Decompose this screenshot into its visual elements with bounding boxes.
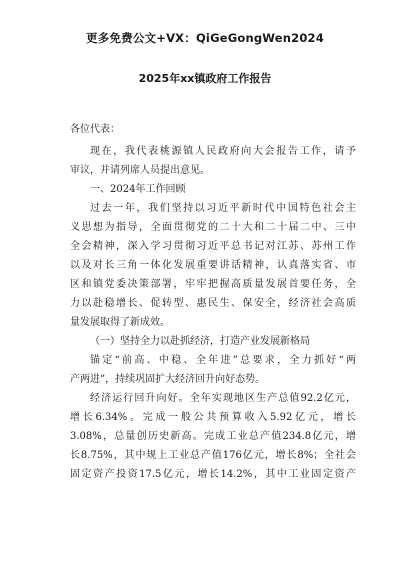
- section-heading: 一、2024年工作回顾: [90, 184, 186, 195]
- economy-line: 3.08%，总量创历史新高。完成工业总产值234.8亿元，增: [70, 431, 356, 442]
- review-line: 区和镇党委决策部署，牢牢把握高质量发展首要任务，全: [70, 279, 356, 290]
- review-line: 量发展取得了新成效。: [70, 317, 170, 328]
- promo-header: 更多免费公文+VX：QiGeGongWen2024: [86, 31, 324, 45]
- subsection-lead: [70, 351, 356, 389]
- lead-line: 锚定“前高、中稳、全年进”总要求，全力抓好“两: [90, 355, 356, 366]
- review-paragraph: [70, 199, 356, 332]
- document-title: 2025年xx镇政府工作报告: [138, 72, 272, 85]
- economy-paragraph: [70, 389, 356, 484]
- intro-line: 现在，我代表桃源镇人民政府向大会报告工作，请予: [90, 146, 356, 157]
- economy-line: 增长6.34%。完成一般公共预算收入5.92亿元，增长: [70, 412, 356, 423]
- economy-line: 经济运行回升向好。全年实现地区生产总值92.2亿元，: [90, 393, 356, 404]
- lead-line: 产两进”，持续巩固扩大经济回升向好态势。: [70, 374, 266, 385]
- review-line: 义思想为指导，全面贯彻党的二十大和二十届二中、三中: [70, 222, 356, 233]
- intro-line: 审议，并请列席人员提出意见。: [70, 165, 210, 176]
- review-line: 以及对长三角一体化发展重要讲话精神，认真落实省、市: [70, 260, 356, 271]
- economy-line: 固定资产投资17.5亿元，增长14.2%，其中工业固定资产: [70, 469, 356, 480]
- review-line: 全会精神，深入学习贯彻习近平总书记对江苏、苏州工作: [70, 241, 356, 252]
- economy-line: 长8.75%，其中规上工业总产值176亿元，增长8%；全社会: [70, 450, 356, 461]
- intro-paragraph: [70, 142, 356, 180]
- review-line: 过去一年，我们坚持以习近平新时代中国特色社会主: [90, 203, 356, 214]
- review-line: 力以赴稳增长、促转型、惠民生、保安全，经济社会高质: [70, 298, 356, 309]
- document-body: [70, 120, 356, 484]
- salutation: 各位代表：: [70, 124, 120, 135]
- subsection-heading: （一）坚持全力以赴抓经济，打造产业发展新格局: [90, 336, 310, 347]
